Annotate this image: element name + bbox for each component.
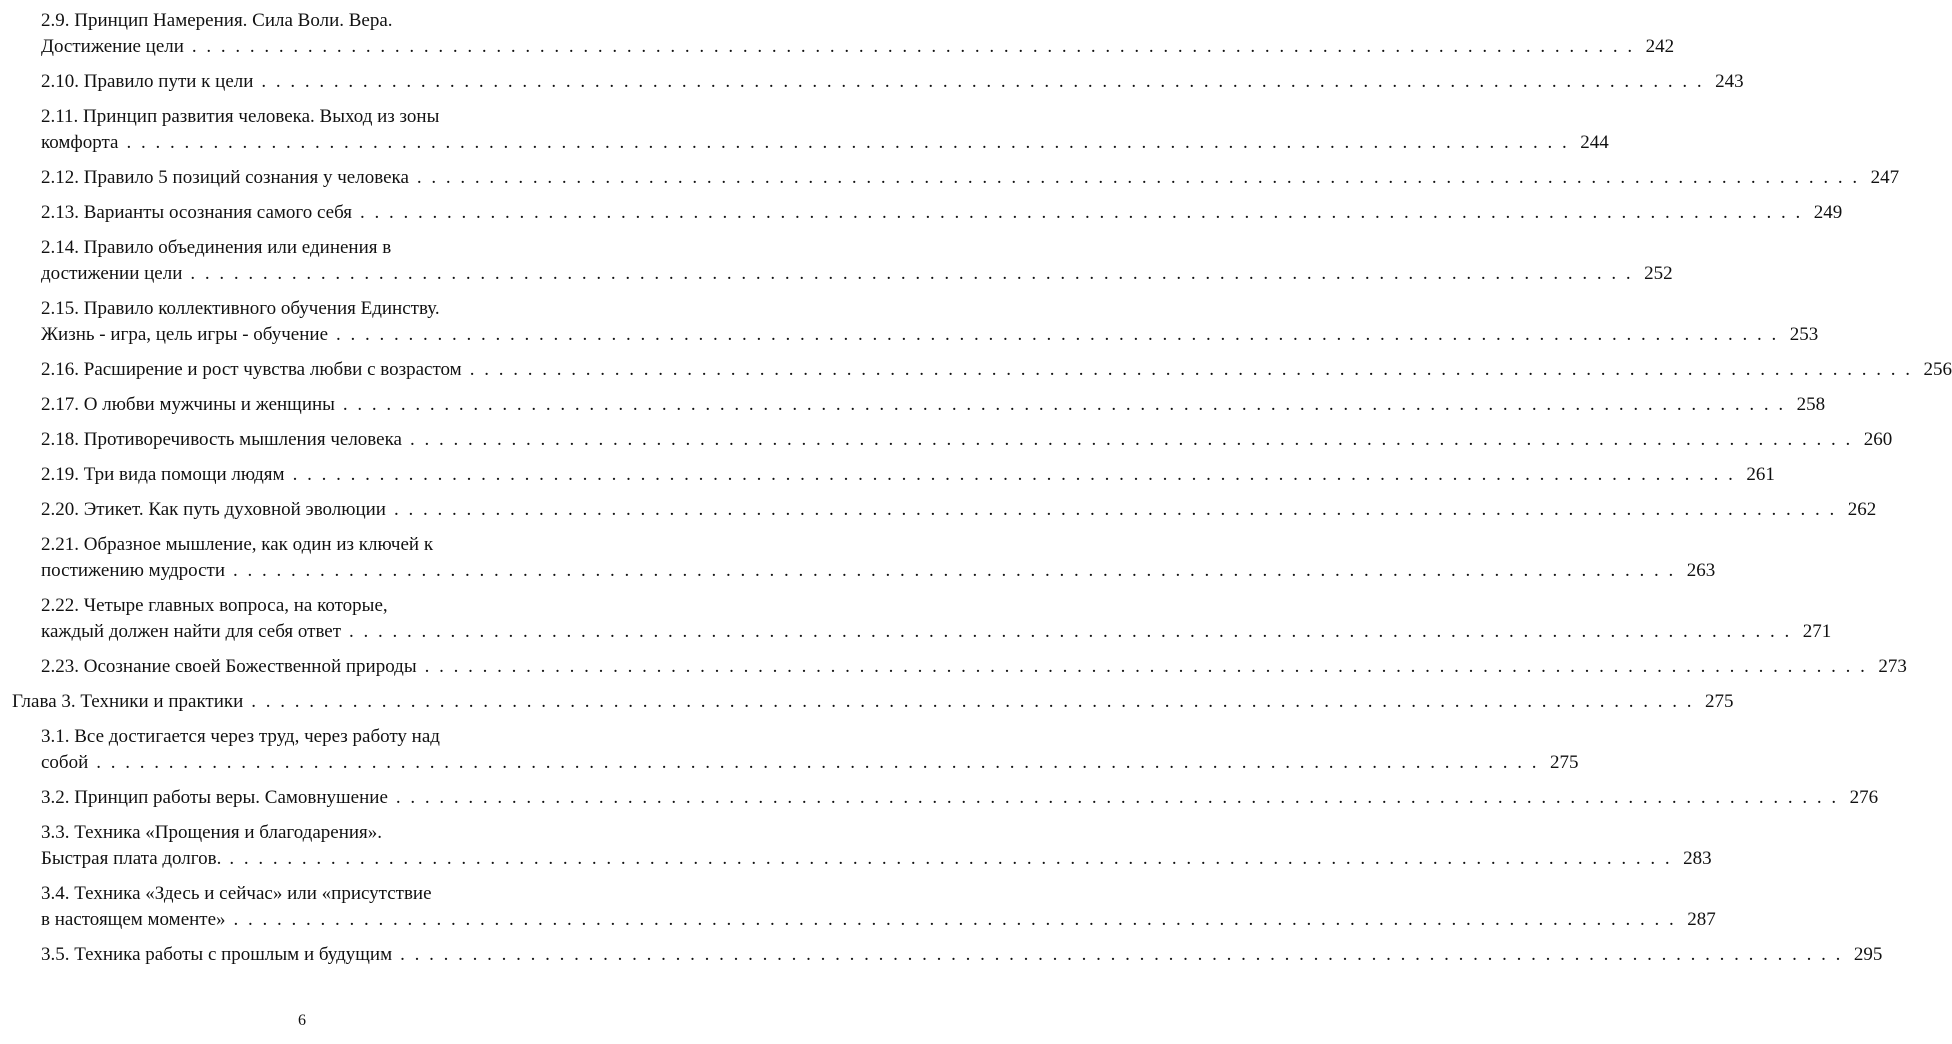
toc-section-entry [41,593,1832,645]
dot-leader [182,261,1636,287]
toc-entry-final-line [41,261,1673,287]
toc-entry-title-line: 3.1. Все достигается через труд, через работу над [41,726,440,747]
toc-entry-title-line: 3.5. Техника работы с прошлым и будущим [41,944,393,965]
dot-leader [184,34,1638,60]
toc-entry-title-line: Достижение цели [41,36,184,57]
toc-entry-final-line [41,654,1907,680]
toc-page-number: 252 [1644,263,1673,284]
toc-entry-title-line: в настоящем моменте» [41,909,226,930]
toc-entry-title-line: 2.13. Варианты осознания самого себя [41,202,353,223]
dot-leader [341,619,1795,645]
toc-entry-title-line: комфорта [41,132,119,153]
toc-entry-final-line [41,200,1843,226]
toc-section-entry [41,942,1883,968]
dot-leader [285,462,1739,488]
toc-entry-title-line: 2.18. Противоречивость мышления человека [41,429,402,450]
toc-section-entry [41,427,1893,453]
toc-page-number: 275 [1550,752,1579,773]
toc-entry-final-line [41,322,1819,348]
toc-entry-final-line [41,846,1712,872]
toc-entry-final-line [41,942,1883,968]
toc-section-entry [41,69,1744,95]
toc-section-entry [41,462,1775,488]
toc-page-number: 260 [1863,429,1893,450]
toc-entry-title-line: 2.17. О любви мужчины и женщины [41,394,335,415]
toc-entry-final-line [41,462,1775,488]
toc-entry-final-line [41,69,1744,95]
toc-page-number: 275 [1705,691,1734,712]
toc-section-entry [41,235,1673,287]
toc-section-entry [41,104,1609,156]
dot-leader [388,785,1842,811]
toc-entry-title-line: 2.11. Принцип развития человека. Выход из зоны [41,106,440,127]
toc-entry-title-line: 2.10. Правило пути к цели [41,71,254,92]
toc-entry-title-line: постижению мудрости [41,560,226,581]
toc-page-number: 271 [1802,621,1832,642]
toc-section-entry [41,654,1907,680]
toc-page-number: 283 [1683,848,1712,869]
dot-leader [118,130,1572,156]
toc-entry-title-line: 2.20. Этикет. Как путь духовной эволюции [41,499,386,520]
toc-section-entry [41,165,1900,191]
dot-leader [328,322,1782,348]
toc-entry-title-line: 2.9. Принцип Намерения. Сила Воли. Вера. [41,10,393,31]
toc-entry-title-line: 3.2. Принцип работы веры. Самовнушение [41,787,388,808]
dot-leader [402,427,1856,453]
toc-chapter-entry [12,689,1734,715]
toc-entry-title-line: Жизнь - игра, цель игры - обучение [41,324,329,345]
toc-entry-final-line [41,357,1952,383]
dot-leader [221,846,1675,872]
toc-entry-title-line: Быстрая плата долгов. [41,848,222,869]
toc-entry-title-line: 3.4. Техника «Здесь и сейчас» или «присутствие [41,883,432,904]
dot-leader [225,558,1679,584]
toc-entry-title-line: 2.12. Правило 5 позиций сознания у человека [41,167,409,188]
toc-entry-title-line: 2.15. Правило коллективного обучения Единству. [41,298,440,319]
toc-section-entry [41,392,1826,418]
toc-entry-title-line: собой [41,752,89,773]
toc-entry-title-line: 2.23. Осознание своей Божественной природы [41,656,417,677]
toc-section-entry [41,497,1877,523]
toc-page-number: 256 [1923,359,1952,380]
toc-entry-title-line: 2.22. Четыре главных вопроса, на которые, [41,595,388,616]
dot-leader [417,654,1871,680]
toc-page-number: 242 [1645,36,1675,57]
dot-leader [352,200,1806,226]
toc-entry-final-line [41,558,1716,584]
toc-section-entry [41,785,1879,811]
dot-leader [392,942,1846,968]
toc-entry-final-line [41,619,1832,645]
toc-page-number: 295 [1853,944,1883,965]
toc-page-number: 253 [1789,324,1819,345]
toc-section-entry [41,724,1579,776]
toc-entry-title-line: Глава 3. Техники и практики [12,691,244,712]
toc-page-number: 262 [1847,499,1877,520]
toc-page-number: 273 [1878,656,1907,677]
dot-leader [243,689,1697,715]
toc-entry-final-line [41,130,1609,156]
toc-entry-title-line: 2.21. Образное мышление, как один из ключей к [41,534,434,555]
toc-entry-title-line: 2.16. Расширение и рост чувства любви с возрастом [41,359,462,380]
toc-entry-title-line: достижении цели [41,263,183,284]
toc-page-number: 258 [1796,394,1826,415]
toc-section-entry [41,532,1716,584]
toc-page-number: 244 [1580,132,1609,153]
toc-page-number: 263 [1686,560,1716,581]
toc-page-number: 249 [1813,202,1843,223]
toc-page-number: 261 [1746,464,1775,485]
toc-entry-final-line [41,750,1579,776]
toc-page-number: 276 [1849,787,1879,808]
dot-leader [409,165,1863,191]
toc-entry-final-line [41,785,1879,811]
dot-leader [253,69,1707,95]
toc-section-entry [41,296,1819,348]
toc-entry-final-line [41,34,1675,60]
toc-page-number: 287 [1687,909,1716,930]
toc-entry-title-line: 3.3. Техника «Прощения и благодарения». [41,822,383,843]
toc-entry-final-line [41,427,1893,453]
toc-entry-final-line [41,165,1900,191]
toc-entry-final-line [41,907,1716,933]
toc-entry-final-line [12,689,1734,715]
toc-section-entry [41,820,1712,872]
toc-section-entry [41,881,1716,933]
table-of-contents [0,8,1952,968]
dot-leader [386,497,1840,523]
toc-entry-title-line: каждый должен найти для себя ответ [41,621,342,642]
dot-leader [226,907,1680,933]
toc-section-entry [41,8,1675,60]
toc-entry-title-line: 2.19. Три вида помощи людям [41,464,285,485]
toc-section-entry [41,357,1952,383]
toc-section-entry [41,200,1843,226]
toc-page-number: 247 [1870,167,1900,188]
dot-leader [462,357,1916,383]
toc-entry-title-line: 2.14. Правило объединения или единения в [41,237,392,258]
page-number: 6 [298,1012,306,1029]
toc-entry-final-line [41,497,1877,523]
dot-leader [88,750,1542,776]
dot-leader [335,392,1789,418]
toc-entry-final-line [41,392,1826,418]
toc-page-number: 243 [1715,71,1744,92]
